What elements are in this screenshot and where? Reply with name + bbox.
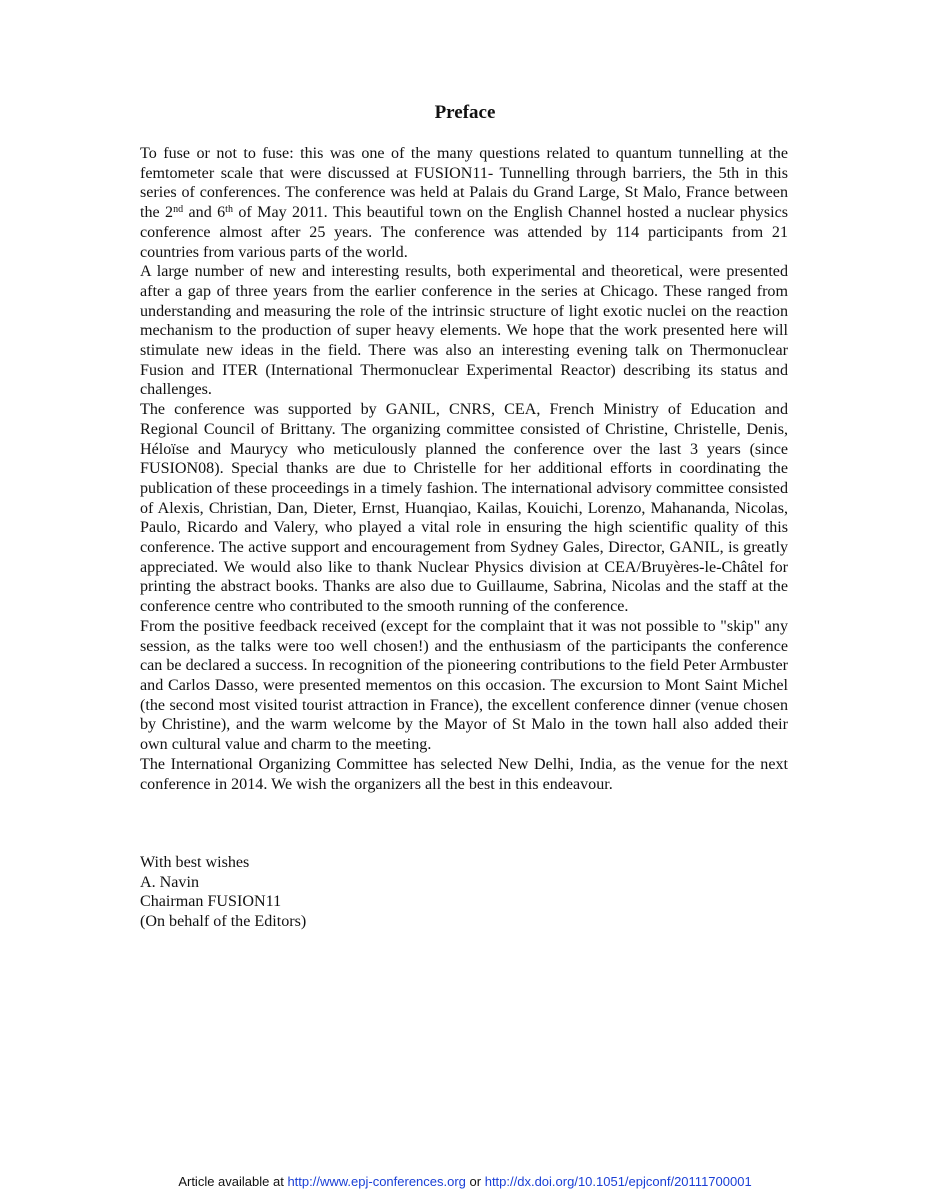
superscript-th: th <box>225 204 233 216</box>
paragraph-5: The International Organizing Committee has selected New Delhi, India, as the venue for the next conference in 2014. We wish the organizers all the best in this endeavour. <box>140 755 788 793</box>
signature-name: A. Navin <box>140 873 199 891</box>
paragraph-2: A large number of new and interesting results, both experimental and theoretical, were presented after a gap of three years from the earlier conference in the series at Chicago. These ranged from understanding and measuring the role of the intrinsic structure of light exotic nuclei on the reaction mechanism to the production of super heavy elements. We hope that the work presented here will stimulate new ideas in the field. There was also an interesting evening talk on Thermonuclear Fusion and ITER (International Thermonuclear Experimental Reactor) describing its status and challenges. <box>140 263 788 399</box>
article-footer <box>0 1174 930 1190</box>
footer-middle: or <box>465 1174 485 1189</box>
signature-role: Chairman FUSION11 <box>140 893 282 911</box>
page-title: Preface <box>434 102 496 123</box>
signature-note: (On behalf of the Editors) <box>140 913 307 931</box>
preface-body <box>140 144 788 794</box>
paragraph-4: From the positive feedback received (except for the complaint that it was not possible to "skip" any session, as the talks were too well chosen!) and the enthusiasm of the participants the conference can be declared a success. In recognition of the pioneering contributions to the field Peter Armbuster and Carlos Dasso, were presented mementos on this occasion. The excursion to Mont Saint Michel (the second most visited tourist attraction in France), the excellent conference dinner (venue chosen by Christine), and the warm welcome by the Mayor of St Malo in the town hall also added their own cultural value and charm to the meeting. <box>140 617 789 754</box>
paragraph-3: The conference was supported by GANIL, CNRS, CEA, French Ministry of Education and Regional Council of Brittany. The organizing committee consisted of Christine, Christelle, Denis, Héloïse and Maurycy who meticulously planned the conference over the last 3 years (since FUSION08). Special thanks are due to Christelle for her additional efforts in coordinating the publication of these proceedings in a timely fashion. The international advisory committee consisted of Alexis, Christian, Dan, Dieter, Ernst, Huanqiao, Kailas, Kouichi, Lorenzo, Mahananda, Nicolas, Paulo, Ricardo and Valery, who played a vital role in ensuring the high scientific quality of this conference. The active support and encouragement from Sydney Gales, Director, GANIL, is greatly appreciated. We would also like to thank Nuclear Physics division at CEA/Bruyères-le-Châtel for printing the abstract books. Thanks are also due to Guillaume, Sabrina, Nicolas and the staff at the conference centre who contributed to the smooth running of the conference. <box>140 401 788 616</box>
paragraph-1-text-b: and 6 <box>183 204 226 222</box>
doi-link[interactable]: http://dx.doi.org/10.1051/epjconf/20111700001 <box>484 1174 752 1189</box>
epj-conferences-link[interactable]: http://www.epj-conferences.org <box>287 1174 466 1189</box>
paragraph-1 <box>140 144 788 262</box>
paragraph-1-text-a: To fuse or not to fuse: this was one of the many questions related to quantum tunnelling at the femtometer scale that were discussed at FUSION11- Tunnelling through barriers, the 5th in this series of conferences. The conference was held at Palais du Grand Large, St Malo, France between the 2 <box>140 145 788 222</box>
signature-greeting: With best wishes <box>140 854 250 871</box>
paragraph-1-text-c: of May 2011. This beautiful town on the English Channel hosted a nuclear physics conference almost after 25 years. The conference was attended by 114 participants from 21 countries from various parts of the world. <box>140 204 788 261</box>
footer-prefix: Article available at <box>178 1174 288 1189</box>
signature-block <box>140 853 306 932</box>
superscript-nd: nd <box>173 204 184 216</box>
